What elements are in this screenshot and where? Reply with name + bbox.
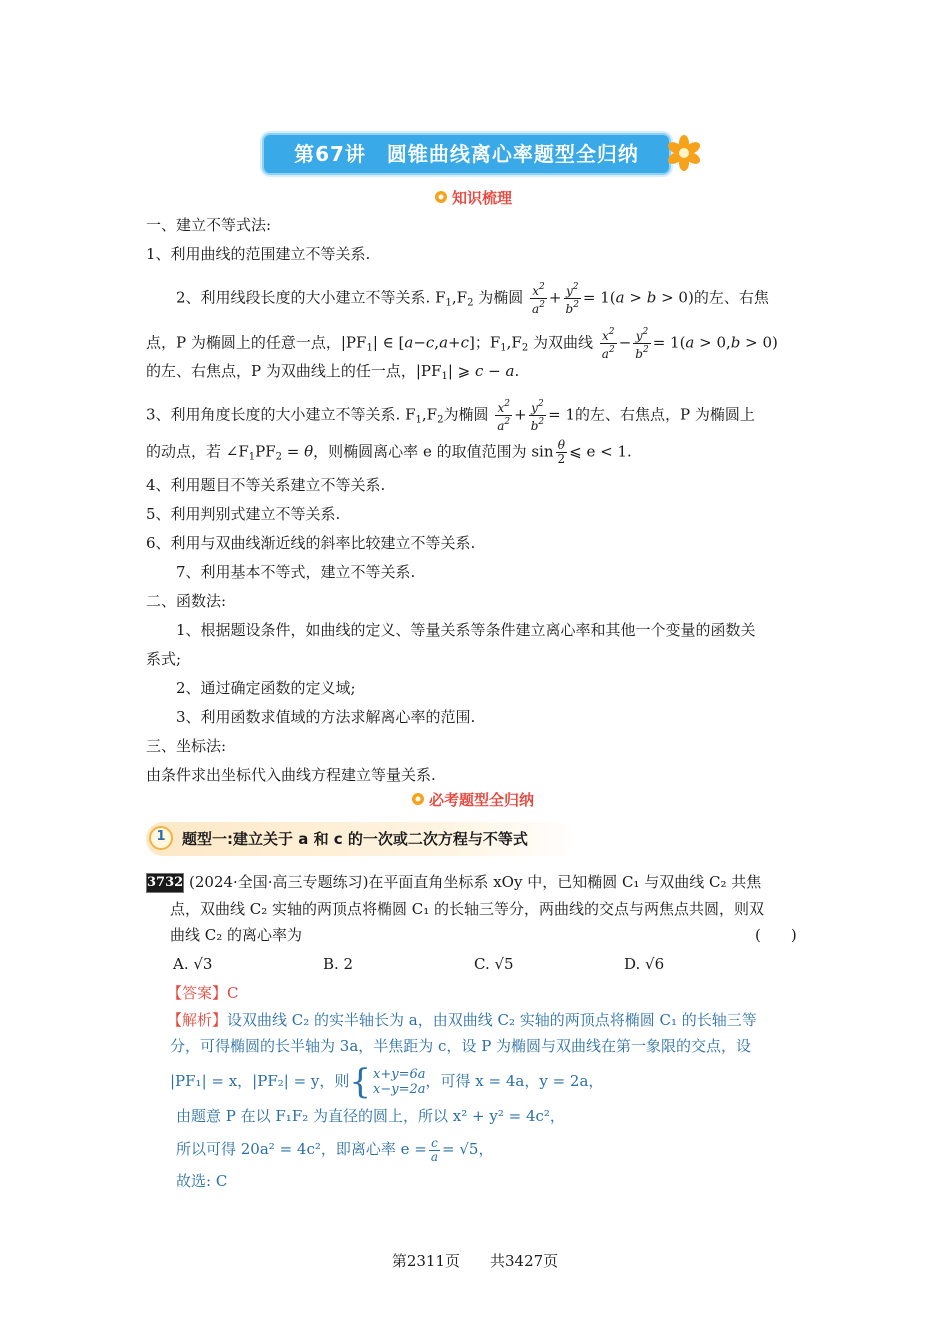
kb-l4-text: 的左、右焦点，P 为双曲线上的任一点， <box>146 362 416 380</box>
page-footer: 第2311页 共3427页 <box>391 1252 559 1270</box>
analysis-line-5: 所以可得 20a² = 4c²，即离心率 e = $\frac{c}{a}$ = √5， <box>176 1135 494 1164</box>
kb-l4: 的左、右焦点，P 为双曲线上的任一点，$|PF_1|$ ⩾ c − a. <box>146 362 520 382</box>
kb-l3: 点，P 为椭圆上的任意一点，$|PF_1|$ ∈ [a−c,a+c]；$F_1,F_2$ 为双曲线 $\frac{x^2}{a^2}$ − $\frac{y^2}{b^2}$ = 1(a > 0,b > 0) <box>146 327 778 361</box>
kb-l15: 由条件求出坐标代入曲线方程建立等量关系. <box>146 766 436 784</box>
kb-l13: 2、通过确定函数的定义域; <box>176 679 356 697</box>
kb-l3-text-b: 为双曲线 <box>533 333 594 352</box>
option-b[interactable]: B. 2 <box>323 955 354 973</box>
kb-l8: 5、利用判别式建立不等关系. <box>146 505 341 523</box>
page-title: 第67讲 圆锥曲线离心率题型全归纳 <box>262 133 671 175</box>
answer-value: C <box>227 984 239 1002</box>
option-a[interactable]: A. √3 <box>173 955 213 973</box>
kb-l2-text-c: 的左、右焦 <box>693 288 769 307</box>
analysis-line-3 <box>170 1062 603 1100</box>
analysis-text-3b: ，可得 x = 4a，y = 2a， <box>425 1072 604 1090</box>
question-line-3: 曲线 C₂ 的离心率为 <box>170 926 303 944</box>
flower-icon <box>666 135 702 171</box>
equation-2: x−y=2a <box>373 1082 426 1097</box>
option-d[interactable]: D. √6 <box>624 955 665 973</box>
analysis-line-4: 由题意 P 在以 F₁F₂ 为直径的圆上，所以 x² + y² = 4c²， <box>176 1107 565 1125</box>
type-title: 题型一:建立关于 a 和 c 的一次或二次方程与不等式 <box>182 830 528 848</box>
question-source: (2024·全国·高三专题练习) <box>189 873 369 891</box>
kb-l5-text-b: 为椭圆 <box>443 405 489 424</box>
analysis-text-3a: |PF₁| = x，|PF₂| = y，则 <box>170 1072 350 1090</box>
small-flower-icon <box>410 791 426 807</box>
kb-l2-text: 2、利用线段长度的大小建立不等关系. <box>176 288 431 307</box>
kb-l6-text-b: ，则椭圆离心率 e 的取值范围为 <box>313 442 527 461</box>
kb-l12: 系式; <box>146 650 182 668</box>
kb-l5: 3、利用角度长度的大小建立不等关系. $F_1,F_2$为椭圆 $\frac{x^2}{a^2}$ + $\frac{y^2}{b^2}$ = 1的左、右焦点，P 为椭圆上 <box>146 399 755 433</box>
kb-l7: 4、利用题目不等关系建立不等关系. <box>146 476 386 494</box>
section-heading-knowledge <box>433 187 512 208</box>
kb-l6-text: 的动点，若 <box>146 442 222 461</box>
kb-l2-text-b: 为椭圆 <box>478 288 524 307</box>
equation-system <box>373 1067 425 1097</box>
small-flower-icon <box>433 189 449 205</box>
kb-l3-text: 点，P 为椭圆上的任意一点， <box>146 333 341 352</box>
kb-l14: 3、利用函数求值域的方法求解离心率的范围. <box>176 708 476 726</box>
kb-l5-text-c: 的左、右焦点，P 为椭圆上 <box>575 405 755 424</box>
question-number: 3732 <box>146 873 184 893</box>
analysis-tag: 【解析】 <box>167 1011 228 1029</box>
kb-h3: 三、坐标法: <box>146 737 227 755</box>
analysis-line-2: 分，可得椭圆的长半轴为 3a，半焦距为 c，设 P 为椭圆与双曲线在第一象限的交点，设 <box>170 1037 752 1055</box>
analysis-text-5: 所以可得 20a² = 4c²，即离心率 e = <box>176 1140 427 1158</box>
question-line-2: 点，双曲线 C₂ 实轴的两顶点将椭圆 C₁ 的长轴三等分，两曲线的交点与两焦点共圆，则双 <box>170 900 765 918</box>
kb-h2: 二、函数法: <box>146 592 227 610</box>
analysis-line-1 <box>167 1009 757 1031</box>
answer-line <box>167 982 239 1004</box>
kb-l10: 7、利用基本不等式，建立不等关系. <box>176 563 416 581</box>
answer-paren: ( ) <box>755 926 797 944</box>
kb-l11: 1、根据题设条件，如曲线的定义、等量关系等条件建立离心率和其他一个变量的函数关 <box>176 621 756 639</box>
kb-l2: 2、利用线段长度的大小建立不等关系. $F_1,F_2$ 为椭圆 $\frac{x^2}{a^2}$ + $\frac{y^2}{b^2}$ = 1(a > b > 0)的左、右焦 <box>176 282 769 316</box>
kb-h1: 一、建立不等式法: <box>146 216 272 234</box>
question-line-1 <box>189 871 761 893</box>
equation-1: x+y=6a <box>373 1067 426 1082</box>
section-heading-types <box>410 789 534 810</box>
section-heading-text: 知识梳理 <box>452 189 513 207</box>
option-c[interactable]: C. √5 <box>474 955 514 973</box>
analysis-text-5b: = √5， <box>442 1140 494 1158</box>
kb-l5-text: 3、利用角度长度的大小建立不等关系. <box>146 405 401 424</box>
kb-l1: 1、利用曲线的范围建立不等关系. <box>146 245 371 263</box>
kb-l6: 的动点，若 $\angle F_1PF_2 = \theta$，则椭圆离心率 e 的取值范围为 sin $\frac{\theta}{2}$ ⩽ e < 1. <box>146 438 632 466</box>
analysis-text-1: 设双曲线 C₂ 的实半轴长为 a，由双曲线 C₂ 实轴的两顶点将椭圆 C₁ 的长轴三等 <box>227 1011 757 1029</box>
analysis-line-6: 故选: C <box>176 1172 228 1190</box>
section-heading-text: 必考题型全归纳 <box>429 791 535 809</box>
type-badge-number: 1 <box>156 829 166 844</box>
brace-icon: { <box>349 1062 372 1102</box>
question-text-1: 在平面直角坐标系 xOy 中，已知椭圆 C₁ 与双曲线 C₂ 共焦 <box>368 873 762 891</box>
answer-tag: 【答案】 <box>167 984 228 1002</box>
title-banner <box>262 133 692 173</box>
kb-l9: 6、利用与双曲线渐近线的斜率比较建立不等关系. <box>146 534 476 552</box>
